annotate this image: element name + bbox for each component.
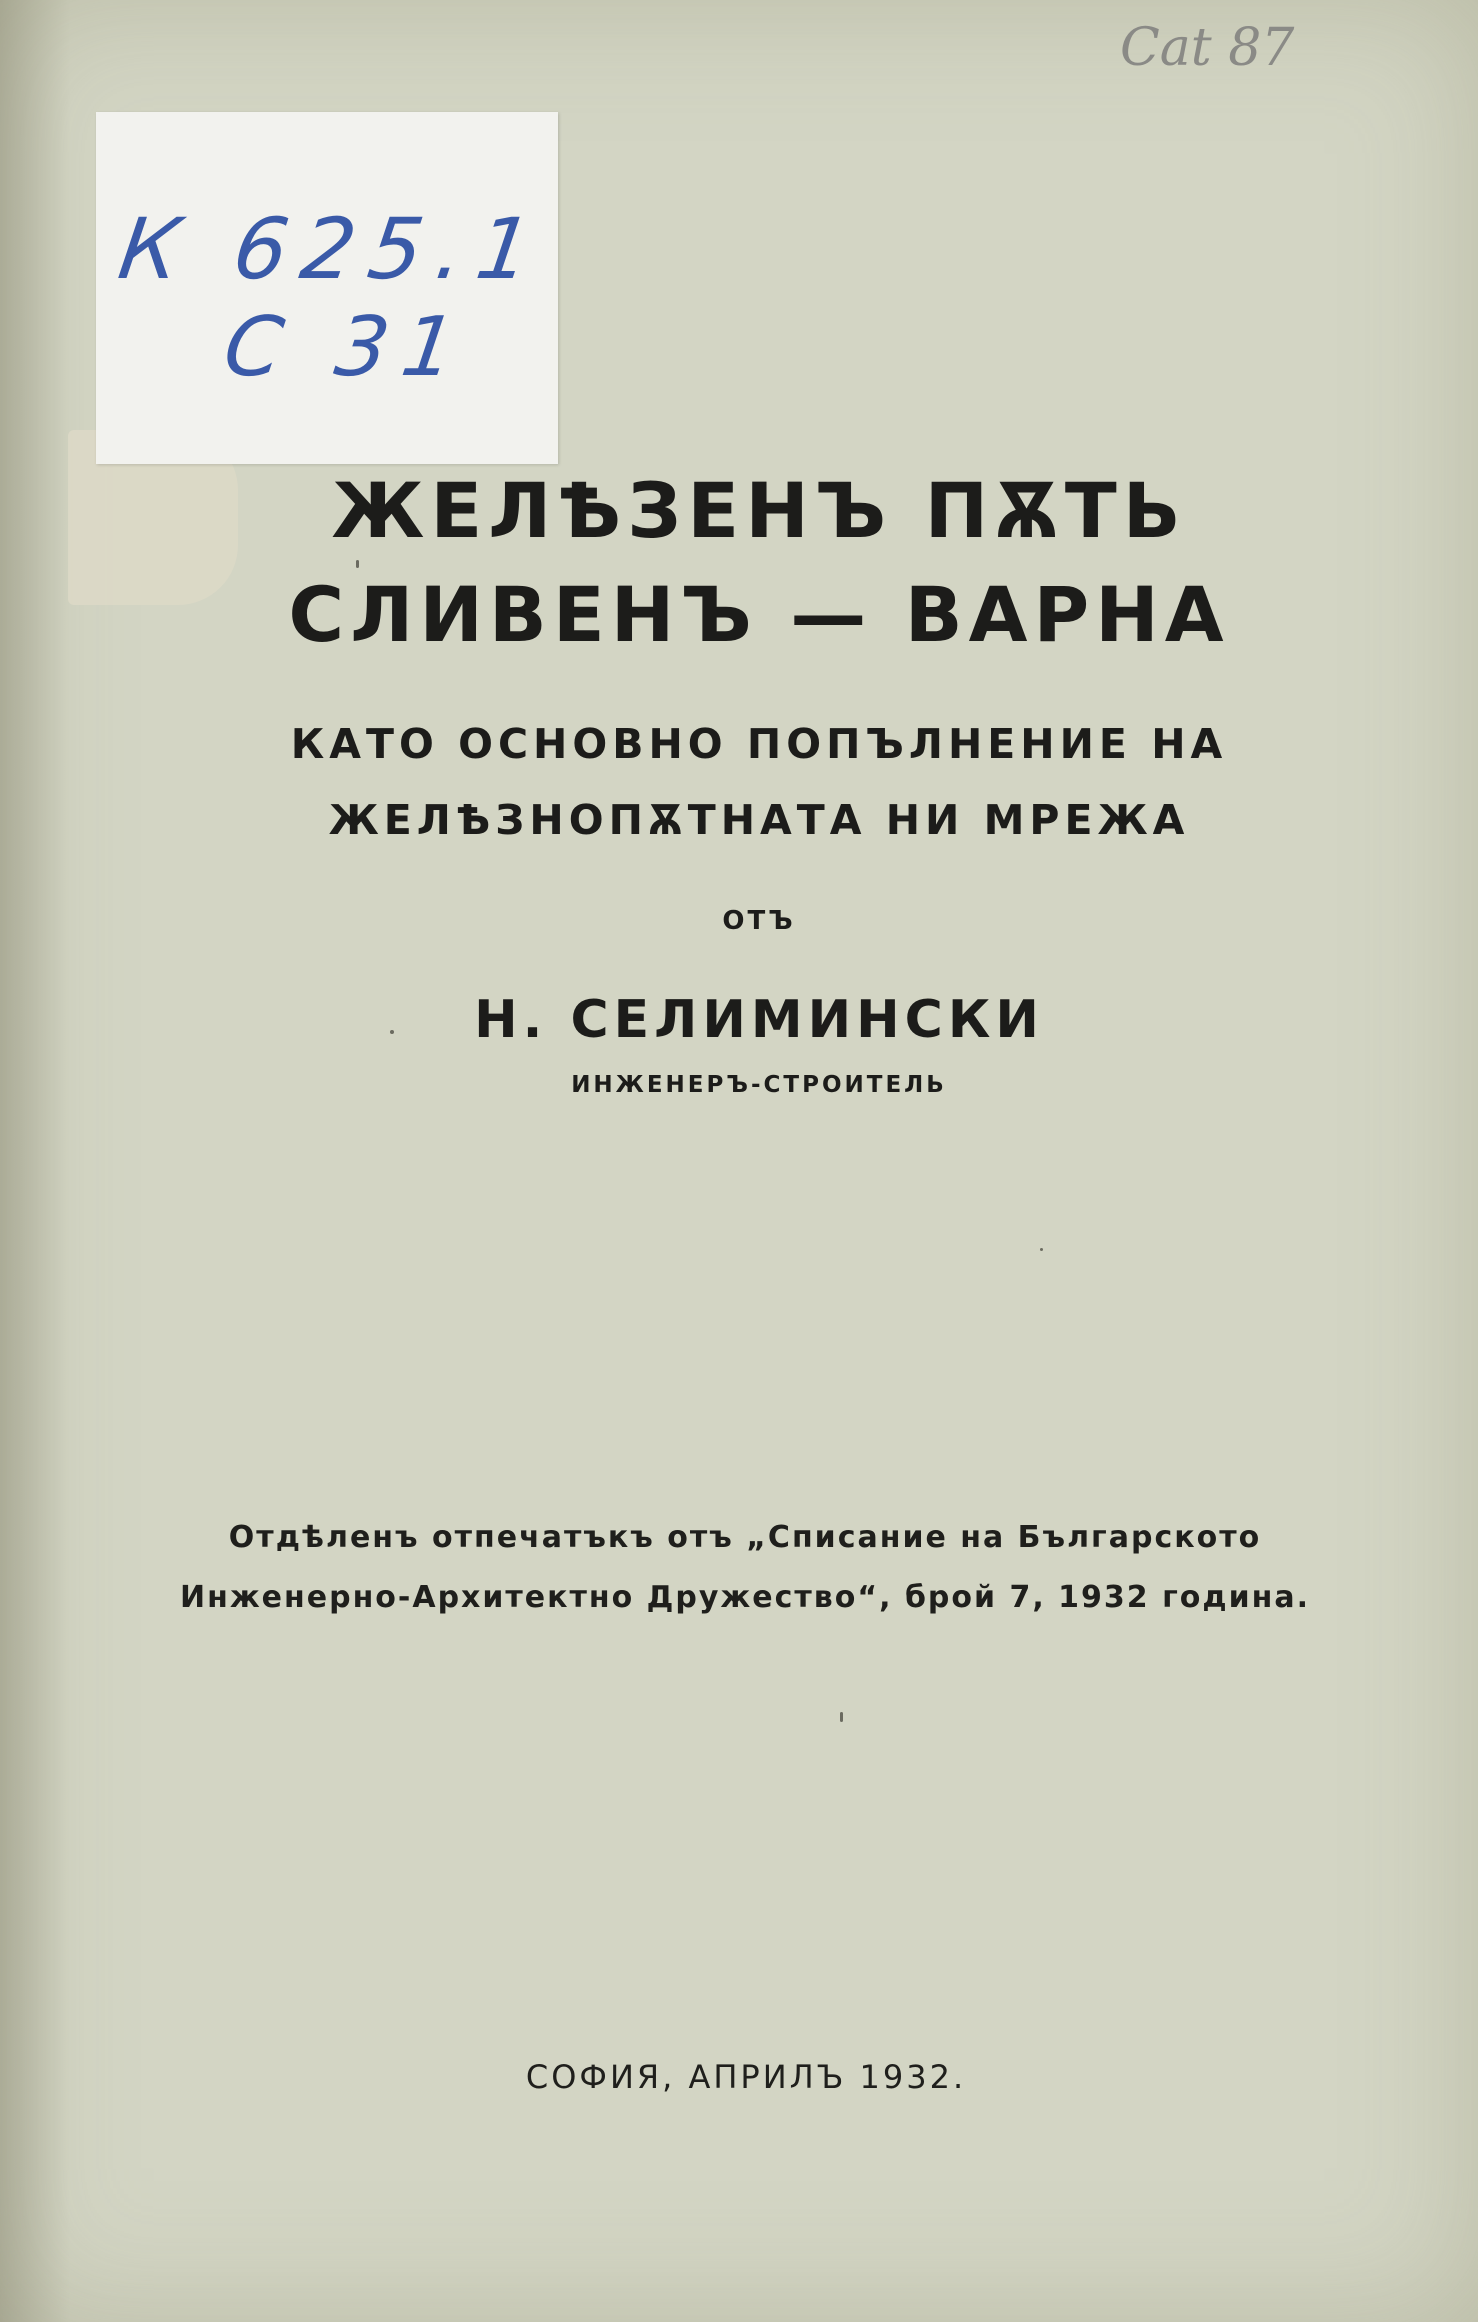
paper-speck (840, 1712, 843, 1722)
author-profession: ИНЖЕНЕРЪ-СТРОИТЕЛЬ (571, 1072, 947, 1098)
by-label: ОТЪ (722, 906, 796, 936)
paper-speck (390, 1030, 394, 1034)
call-number-line2: С 31 (218, 300, 476, 395)
paper-speck (356, 560, 359, 568)
subtitle-line2: ЖЕЛѢЗНОПѪТНАТА НИ МРЕЖА (328, 796, 1190, 844)
pencil-catalog-note: Cat 87 (1120, 18, 1295, 78)
subtitle-line1: КАТО ОСНОВНО ПОПЪЛНЕНИЕ НА (290, 720, 1228, 768)
paper-speck (1040, 1248, 1043, 1251)
call-number-line1: К 625.1 (113, 200, 552, 298)
imprint-place-date: СОФИЯ, АПРИЛЪ 1932. (525, 2058, 967, 2096)
author-name: Н. СЕЛИМИНСКИ (474, 990, 1044, 1050)
title-line2: СЛИВЕНЪ — ВАРНА (288, 570, 1230, 659)
spine-shadow (0, 0, 70, 2322)
offprint-note-line1: Отдѣленъ отпечатъкъ отъ „Списание на Българското (228, 1520, 1262, 1555)
title-line1: ЖЕЛѢЗЕНЪ ПѪТЬ (331, 466, 1187, 555)
offprint-note-line2: Инженерно-Архитектно Дружество“, брой 7, 1932 година. (179, 1580, 1311, 1615)
